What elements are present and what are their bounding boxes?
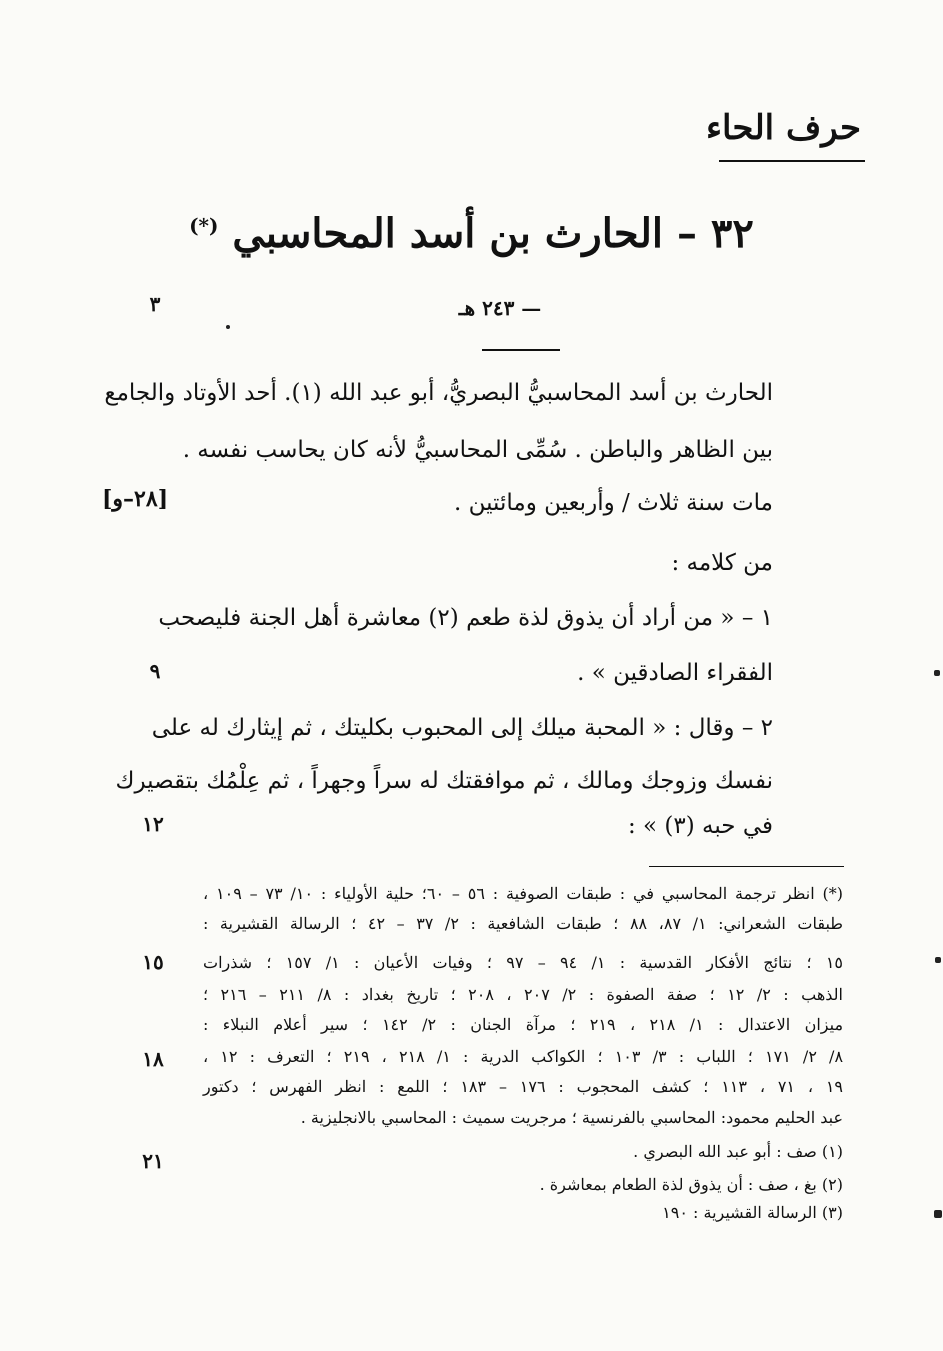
- line-number-3: ٣: [149, 292, 161, 316]
- entry-title: [0, 210, 943, 257]
- title-divider: [482, 349, 560, 351]
- variant-note: (١) صف : أبو عبد الله البصري .: [633, 1142, 843, 1161]
- line-number-21: ٢١: [142, 1149, 164, 1173]
- body-line: ٢ – وقال : « المحبة ميلك إلى المحبوب بكليتك ، ثم إيثارك له على: [151, 715, 773, 741]
- footnote-line: ٨/ ٢/ ١٧١ ؛ اللباب : ٣/ ١٠٣ ؛ الكواكب الدرية : ١/ ٢١٨ ، ٢١٩ ؛ التعرف : ١٢ ،: [203, 1047, 844, 1066]
- body-line: مات سنة ثلاث / وأربعين ومائتين .: [453, 490, 773, 516]
- body-line: بين الظاهر والباطن . سُمِّى المحاسبيُّ لأنه كان يحاسب نفسه .: [182, 437, 773, 463]
- body-line: ١ – « من أراد أن يذوق لذة طعم (٢) معاشرة أهل الجنة فليصحب: [158, 605, 773, 631]
- death-year: — ٢٤٣ هـ: [458, 296, 542, 320]
- body-line: الفقراء الصادقين » .: [577, 660, 773, 686]
- scan-speck: [934, 1210, 942, 1218]
- variant-note: (٢) بغ ، صف : أن يذوق لذة الطعام بمعاشرة .: [539, 1175, 843, 1194]
- line-number-18: ١٨: [142, 1047, 164, 1071]
- footnote-line: ميزان الاعتدال : ١/ ٢١٨ ، ٢١٩ ؛ مرآة الجنان : ٢/ ١٤٢ ؛ سير أعلام النبلاء :: [203, 1015, 844, 1034]
- footnote-line: عبد الحليم محمود: المحاسبي بالفرنسية ؛ مرجريت سميث : المحاسبي بالانجليزية .: [300, 1108, 843, 1127]
- variant-note: (٣) الرسالة القشيرية : ١٩٠: [662, 1203, 843, 1222]
- scan-speck: [935, 957, 941, 963]
- line-number-15: ١٥: [142, 950, 164, 974]
- footnote-line: (*) انظر ترجمة المحاسبي في : طبقات الصوفية : ٥٦ – ٦٠؛ حلية الأولياء : ١٠/ ٧٣ – ١٠٩ ،: [203, 884, 843, 903]
- entry-note-mark: (*): [189, 213, 219, 238]
- body-line: في حبه (٣) » :: [627, 813, 773, 839]
- footnote-line: ١٩ ، ٧١ ، ١١٣ ؛ كشف المحجوب : ١٧٦ – ١٨٣ ؛ اللمع : انظر الفهرس ؛ دكتور: [203, 1077, 844, 1096]
- line-number-9: ٩: [149, 659, 161, 683]
- manuscript-folio-marker: [٢٨–و]: [102, 486, 169, 512]
- footnote-line: طبقات الشعراني: ١/ ٨٧، ٨٨ ؛ طبقات الشافعية : ٢/ ٣٧ – ٤٢ ؛ الرسالة القشيرية :: [203, 914, 844, 933]
- section-heading: حرف الحاء: [706, 108, 861, 148]
- footnote-line: الذهب : ٢/ ١٢ ؛ صفة الصفوة : ٢/ ٢٠٧ ، ٢٠٨ ؛ تاريخ بغداد : ٨/ ٢١١ – ٢١٦ ؛: [203, 985, 843, 1004]
- entry-number: ٣٢: [710, 210, 754, 257]
- body-line: الحارث بن أسد المحاسبيُّ البصريُّ، أبو عبد الله (١). أحد الأوتاد والجامع: [104, 380, 773, 406]
- scan-speck: [226, 325, 230, 329]
- scan-speck: [934, 670, 940, 676]
- entry-name: الحارث بن أسد المحاسبي: [232, 210, 664, 257]
- footnote-line: ١٥ ؛ نتائج الأفكار القدسية : ١/ ٩٤ – ٩٧ ؛ وفيات الأعيان : ١/ ١٥٧ ؛ شذرات: [203, 953, 843, 972]
- entry-dash: –: [676, 210, 697, 257]
- section-heading-underline: [719, 160, 865, 162]
- body-line: من كلامه :: [671, 550, 773, 576]
- footnote-divider: [649, 866, 844, 867]
- line-number-12: ١٢: [142, 812, 164, 836]
- body-line: نفسك وزوجك ومالك ، ثم موافقتك له سراً وجهراً ، ثم عِلْمُك بتقصيرك: [115, 768, 773, 794]
